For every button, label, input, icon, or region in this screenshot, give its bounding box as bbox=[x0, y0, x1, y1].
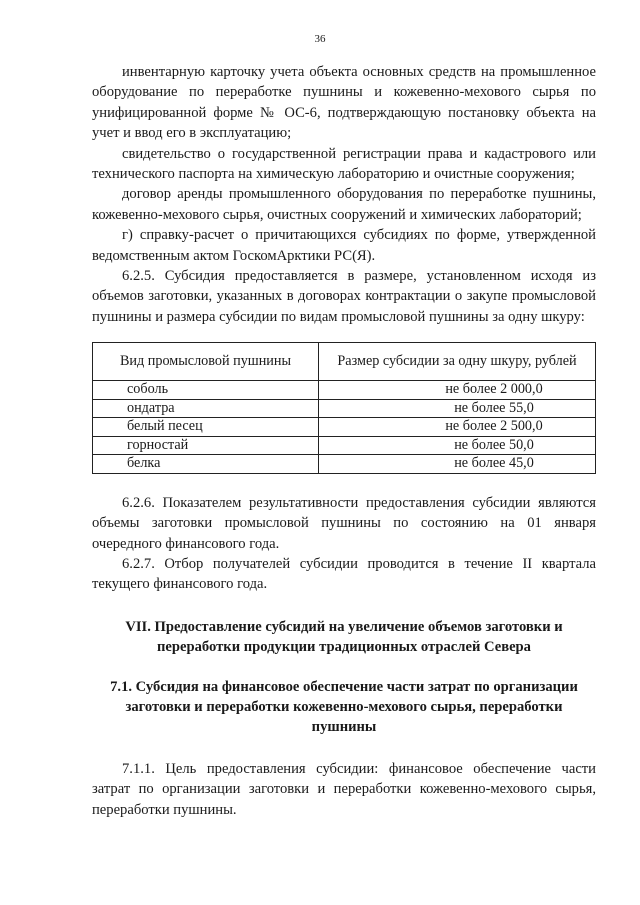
table-row bbox=[93, 418, 596, 437]
section-heading-vii: VII. Предоставление субсидий на увеличение объемов заготовки и переработки продукции традиционных отраслей Севера bbox=[125, 618, 563, 656]
table-header-row bbox=[93, 343, 596, 381]
amount-cell: не более 55,0 bbox=[319, 399, 596, 418]
subsidy-rates-table bbox=[92, 342, 596, 474]
species-cell: белка bbox=[93, 455, 319, 474]
amount-cell: не более 2 000,0 bbox=[319, 381, 596, 400]
subsection-heading-7-1: 7.1. Субсидия на финансовое обеспечение части затрат по организации заготовки и переработки кожевенно-мехового сырья, переработки пушнины bbox=[110, 678, 578, 736]
species-cell: горностай bbox=[93, 436, 319, 455]
table-header-amount: Размер субсидии за одну шкуру, рублей bbox=[319, 343, 596, 381]
document-body bbox=[92, 62, 596, 820]
page-number: 36 bbox=[314, 33, 326, 45]
table-row bbox=[93, 455, 596, 474]
table-row bbox=[93, 381, 596, 400]
table-row bbox=[93, 436, 596, 455]
paragraph-6-2-7: 6.2.7. Отбор получателей субсидии проводится в течение II квартала текущего финансового года. bbox=[92, 556, 596, 593]
amount-cell: не более 50,0 bbox=[319, 436, 596, 455]
amount-cell: не более 45,0 bbox=[319, 455, 596, 474]
amount-cell: не более 2 500,0 bbox=[319, 418, 596, 437]
paragraph-6-2-5: 6.2.5. Субсидия предоставляется в размере, установленном исходя из объемов заготовки, указанных в договорах контрактации о закупе промысловой пушнины и размера субсидии по видам промысловой пушнины за одну шкуру: bbox=[92, 268, 596, 325]
paragraph-inventory-card: инвентарную карточку учета объекта основных средств на промышленное оборудование по переработке пушнины и кожевенно-мехового сырья по унифицированной форме № ОС-6, подтверждающую постановку объекта на учет и ввод его в эксплуатацию; bbox=[92, 64, 596, 142]
paragraph-registration-certificate: свидетельство о государственной регистрации права и кадастрового или технического паспорта на химическую лабораторию и очистные сооружения; bbox=[92, 145, 596, 183]
species-cell: ондатра bbox=[93, 399, 319, 418]
table-header-species: Вид промысловой пушнины bbox=[93, 343, 319, 381]
paragraph-7-1-1: 7.1.1. Цель предоставления субсидии: финансовое обеспечение части затрат по организации заготовки и переработки кожевенно-мехового сырья, переработки пушнины. bbox=[92, 760, 596, 818]
table-row bbox=[93, 399, 596, 418]
paragraph-lease-agreement: договор аренды промышленного оборудования по переработке пушнины, кожевенно-мехового сырья, очистных сооружений и химических лабораторий; bbox=[92, 186, 596, 223]
paragraph-subsidy-calculation: г) справку-расчет о причитающихся субсидиях по форме, утвержденной ведомственным актом ГоскомАрктики РС(Я). bbox=[92, 227, 596, 264]
species-cell: белый песец bbox=[93, 418, 319, 437]
species-cell: соболь bbox=[93, 381, 319, 400]
paragraph-6-2-6: 6.2.6. Показателем результативности предоставления субсидии являются объемы заготовки промысловой пушнины по состоянию на 01 января очередного финансового года. bbox=[92, 494, 596, 552]
